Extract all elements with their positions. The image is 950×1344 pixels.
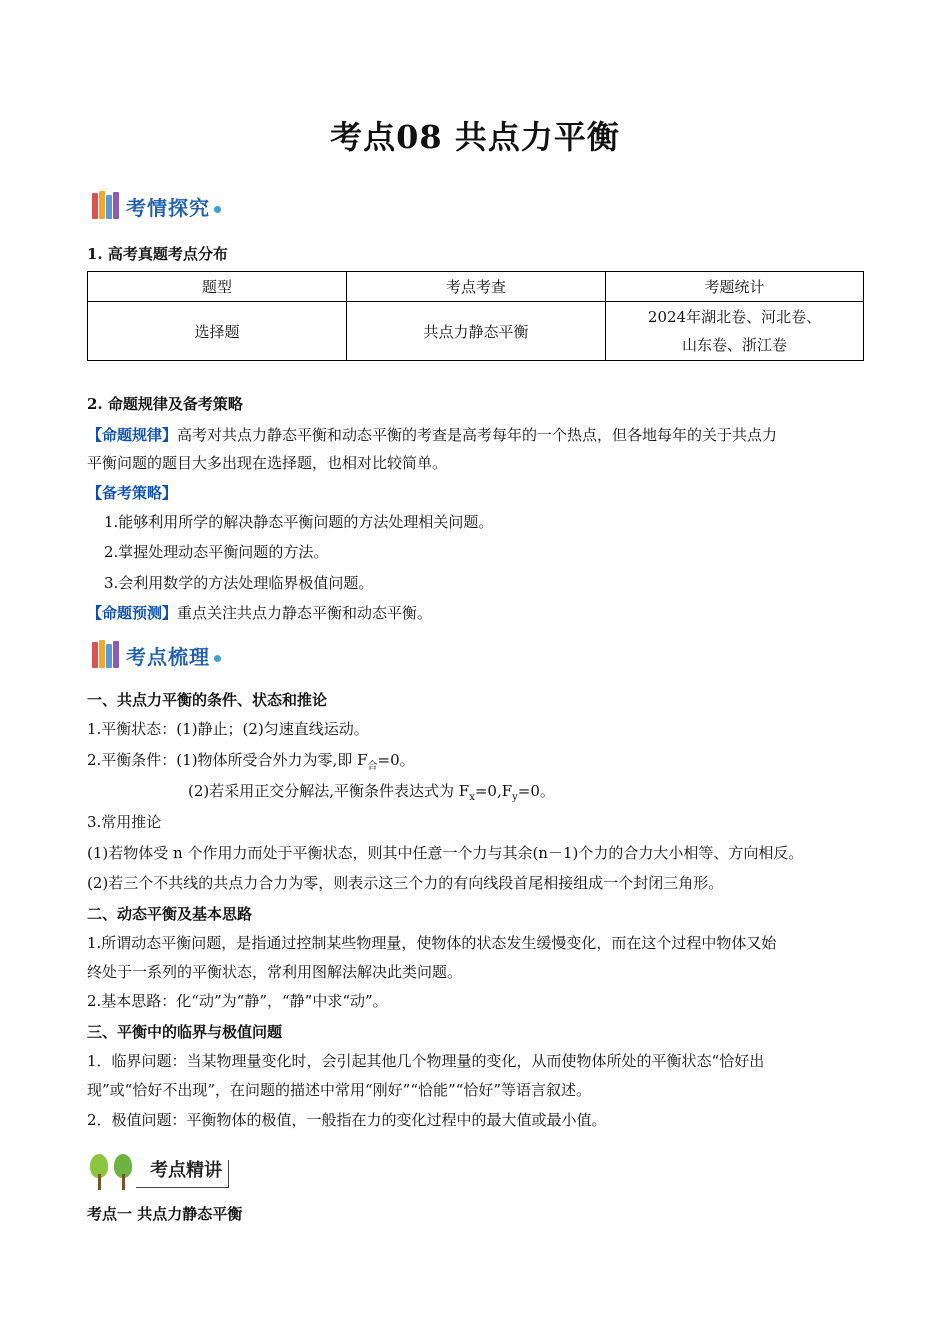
paragraph-line: 1.平衡状态：(1)静止；(2)匀速直线运动。 bbox=[87, 720, 369, 738]
paragraph-line: 2.基本思路：化“动”为“静”，“静”中求“动”。 bbox=[87, 992, 388, 1010]
dot-icon bbox=[214, 206, 221, 213]
strategy-tag: 【备考策略】 bbox=[87, 484, 178, 502]
books-icon bbox=[92, 191, 124, 221]
exam-distribution-table bbox=[87, 271, 864, 361]
strategy-item: 1.能够利用所学的解决静态平衡问题的方法处理相关问题。 bbox=[104, 513, 494, 531]
table-header-row bbox=[88, 272, 864, 302]
banner-title: 考情探究 bbox=[126, 195, 210, 220]
table-cell-line: 山东卷、浙江卷 bbox=[681, 336, 787, 354]
banner-exam-analysis bbox=[92, 188, 221, 224]
text-span: (2)若采用正交分解法,平衡条件表达式为 F bbox=[188, 782, 470, 800]
page-title: 考点08 共点力平衡 bbox=[330, 118, 620, 156]
section-heading: 一、共点力平衡的条件、状态和推论 bbox=[87, 691, 328, 709]
banner-title: 考点精讲 bbox=[150, 1160, 222, 1181]
table-cell: 选择题 bbox=[88, 302, 347, 361]
section-heading: 考点一 共点力静态平衡 bbox=[87, 1205, 243, 1223]
paragraph-line bbox=[188, 780, 555, 803]
predict-tag: 【命题预测】 bbox=[87, 604, 178, 622]
table-cell: 共点力静态平衡 bbox=[347, 302, 606, 361]
subscript: x bbox=[469, 792, 475, 803]
paragraph-line: 1．临界问题：当某物理量变化时，会引起其他几个物理量的变化，从而使物体所处的平衡状态“恰好出 bbox=[87, 1052, 765, 1070]
table-header-cell: 考题统计 bbox=[606, 272, 864, 302]
paragraph-line: (2)若三个不共线的共点力合力为零，则表示这三个力的有向线段首尾相接组成一个封闭三角形。 bbox=[87, 874, 724, 892]
books-icon bbox=[92, 640, 124, 670]
text-span: =0。 bbox=[517, 782, 555, 800]
text-span: =0,F bbox=[474, 782, 513, 800]
table-row bbox=[88, 302, 864, 361]
paragraph-line: 3.常用推论 bbox=[87, 813, 162, 831]
predict-text: 重点关注共点力静态平衡和动态平衡。 bbox=[177, 604, 433, 622]
rule-paragraph bbox=[87, 424, 777, 445]
table-header-cell: 题型 bbox=[88, 272, 347, 302]
divider bbox=[136, 1187, 228, 1188]
paragraph-line: 现”或“恰好不出现”，在问题的描述中常用“刚好”“恰能”“恰好”等语言叙述。 bbox=[87, 1081, 592, 1099]
strategy-item: 2.掌握处理动态平衡问题的方法。 bbox=[104, 543, 329, 561]
table-header-cell: 考点考查 bbox=[347, 272, 606, 302]
paragraph-line: 1.所谓动态平衡问题，是指通过控制某些物理量，使物体的状态发生缓慢变化，而在这个过程中物体又始 bbox=[87, 934, 777, 952]
paragraph-line: 2．极值问题：平衡物体的极值，一般指在力的变化过程中的最大值或最小值。 bbox=[87, 1111, 607, 1129]
paragraph-line bbox=[87, 749, 415, 772]
text-span: 2.平衡条件：(1)物体所受合外力为零,即 F bbox=[87, 751, 368, 769]
section-heading: 1. 高考真题考点分布 bbox=[87, 245, 228, 263]
banner-key-points bbox=[92, 637, 221, 673]
section-heading: 三、平衡中的临界与极值问题 bbox=[87, 1023, 283, 1041]
divider bbox=[228, 1160, 229, 1188]
paragraph-line: (1)若物体受 n 个作用力而处于平衡状态，则其中任意一个力与其余(n－1)个力的合力大小相等、方向相反。 bbox=[87, 844, 804, 862]
rule-text: 高考对共点力静态平衡和动态平衡的考查是高考每年的一个热点，但各地每年的关于共点力 bbox=[177, 426, 778, 444]
tree-icon bbox=[88, 1154, 112, 1190]
section-heading: 二、动态平衡及基本思路 bbox=[87, 905, 253, 923]
table-cell bbox=[606, 302, 864, 361]
banner-detailed-lecture bbox=[88, 1150, 222, 1190]
rule-text-cont: 平衡问题的题目大多出现在选择题，也相对比较简单。 bbox=[87, 454, 448, 472]
text-span: =0。 bbox=[377, 751, 415, 769]
rule-tag: 【命题规律】 bbox=[87, 426, 178, 444]
tree-icon bbox=[112, 1154, 136, 1190]
strategy-tag-line bbox=[87, 482, 177, 503]
table-cell-line: 2024年湖北卷、河北卷、 bbox=[647, 308, 822, 326]
strategy-item: 3.会利用数学的方法处理临界极值问题。 bbox=[104, 574, 374, 592]
subscript: 合 bbox=[367, 761, 378, 772]
banner-title: 考点梳理 bbox=[126, 644, 210, 669]
section-heading: 2. 命题规律及备考策略 bbox=[87, 395, 243, 413]
paragraph-line: 终处于一系列的平衡状态，常利用图解法解决此类问题。 bbox=[87, 963, 463, 981]
subscript: y bbox=[512, 792, 518, 803]
predict-paragraph bbox=[87, 602, 432, 623]
dot-icon bbox=[214, 655, 221, 662]
